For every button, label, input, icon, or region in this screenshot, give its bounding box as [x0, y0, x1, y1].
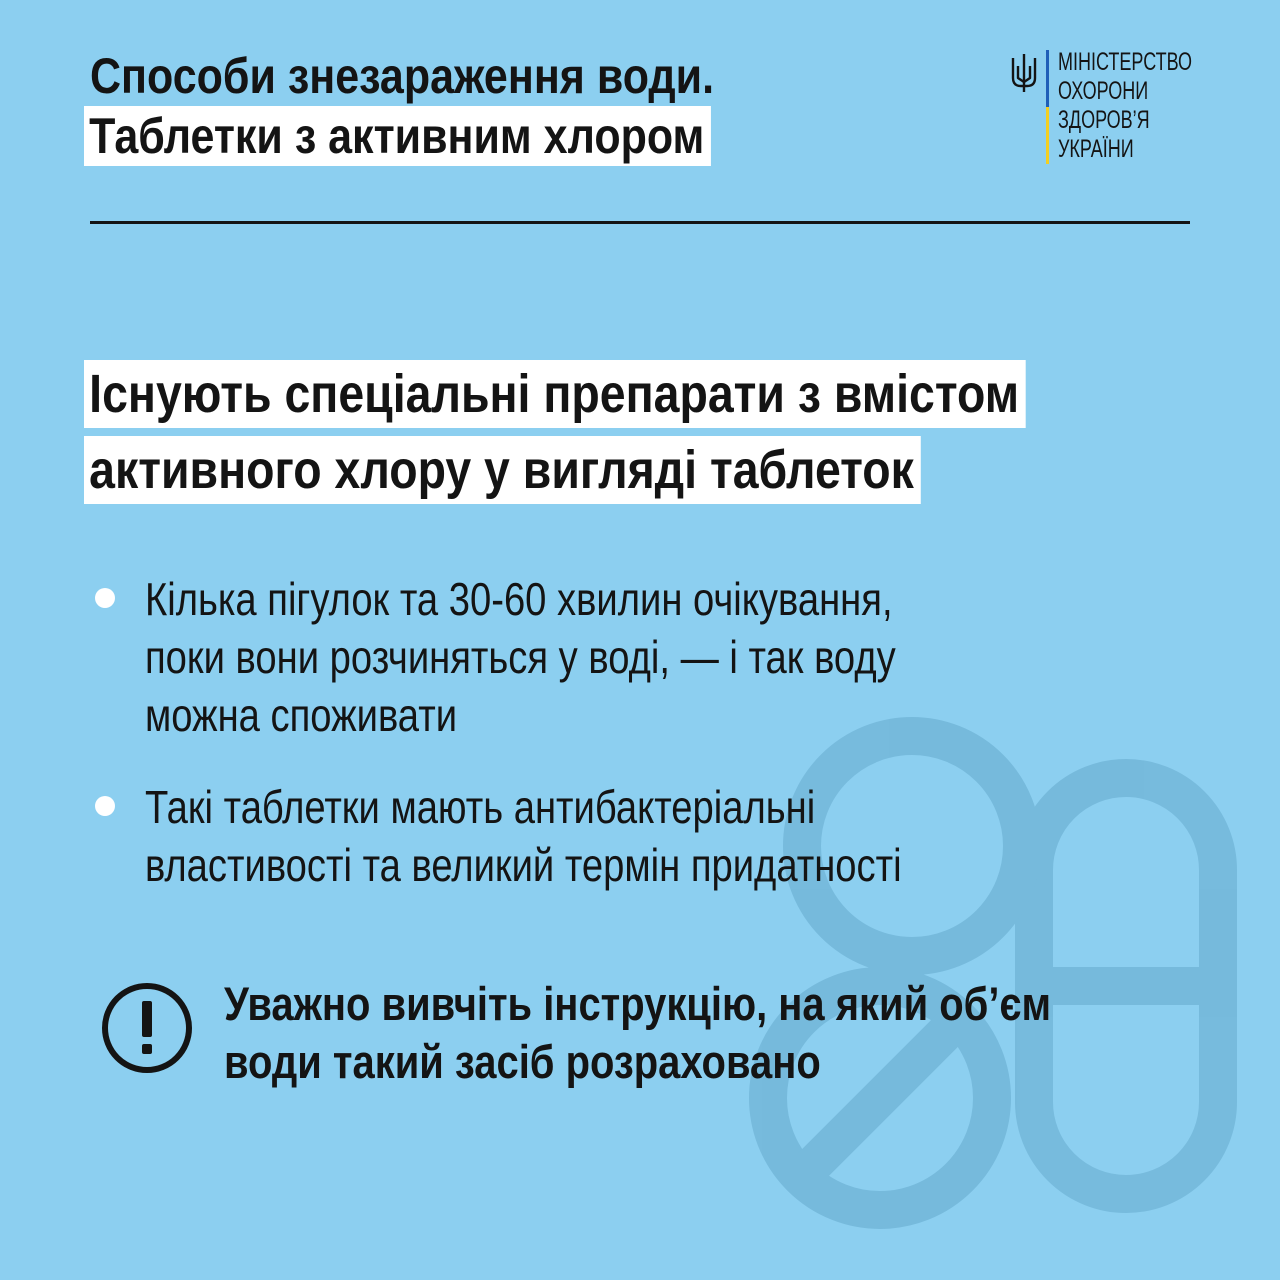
list-item — [90, 778, 1090, 894]
title-line-2: Таблетки з активним хлором — [84, 106, 711, 166]
bullet-dot-icon — [95, 588, 115, 608]
subheading-line-2: активного хлору у вигляді таблеток — [84, 436, 921, 504]
warning-text: Уважно вивчіть інструкцію, на який об’єм води такий засіб розраховано — [224, 977, 1052, 1088]
header-divider — [90, 221, 1190, 224]
exclamation-circle-icon — [100, 981, 194, 1075]
ministry-logo — [1010, 50, 1210, 170]
ministry-line-4: УКРАЇНИ — [1058, 135, 1134, 163]
bullet-list — [90, 570, 1090, 928]
subheading-line-1: Існують спеціальні препарати з вмістом — [84, 360, 1026, 428]
ministry-line-2: ОХОРОНИ — [1058, 77, 1149, 105]
flag-divider — [1046, 50, 1049, 164]
bullet-text: Такі таблетки мають антибактеріальні властивості та великий термін придатності — [145, 781, 902, 891]
title-line-1: Способи знезараження води. — [90, 48, 715, 104]
ministry-line-1: МІНІСТЕРСТВО — [1058, 48, 1193, 76]
list-item — [90, 570, 1090, 744]
trident-icon — [1010, 52, 1038, 94]
bullet-dot-icon — [95, 796, 115, 816]
ministry-line-3: ЗДОРОВ’Я — [1058, 106, 1150, 134]
bullet-text: Кілька пігулок та 30-60 хвилин очікування, поки вони розчиняться у воді, — і так воду можна споживати — [145, 573, 896, 741]
